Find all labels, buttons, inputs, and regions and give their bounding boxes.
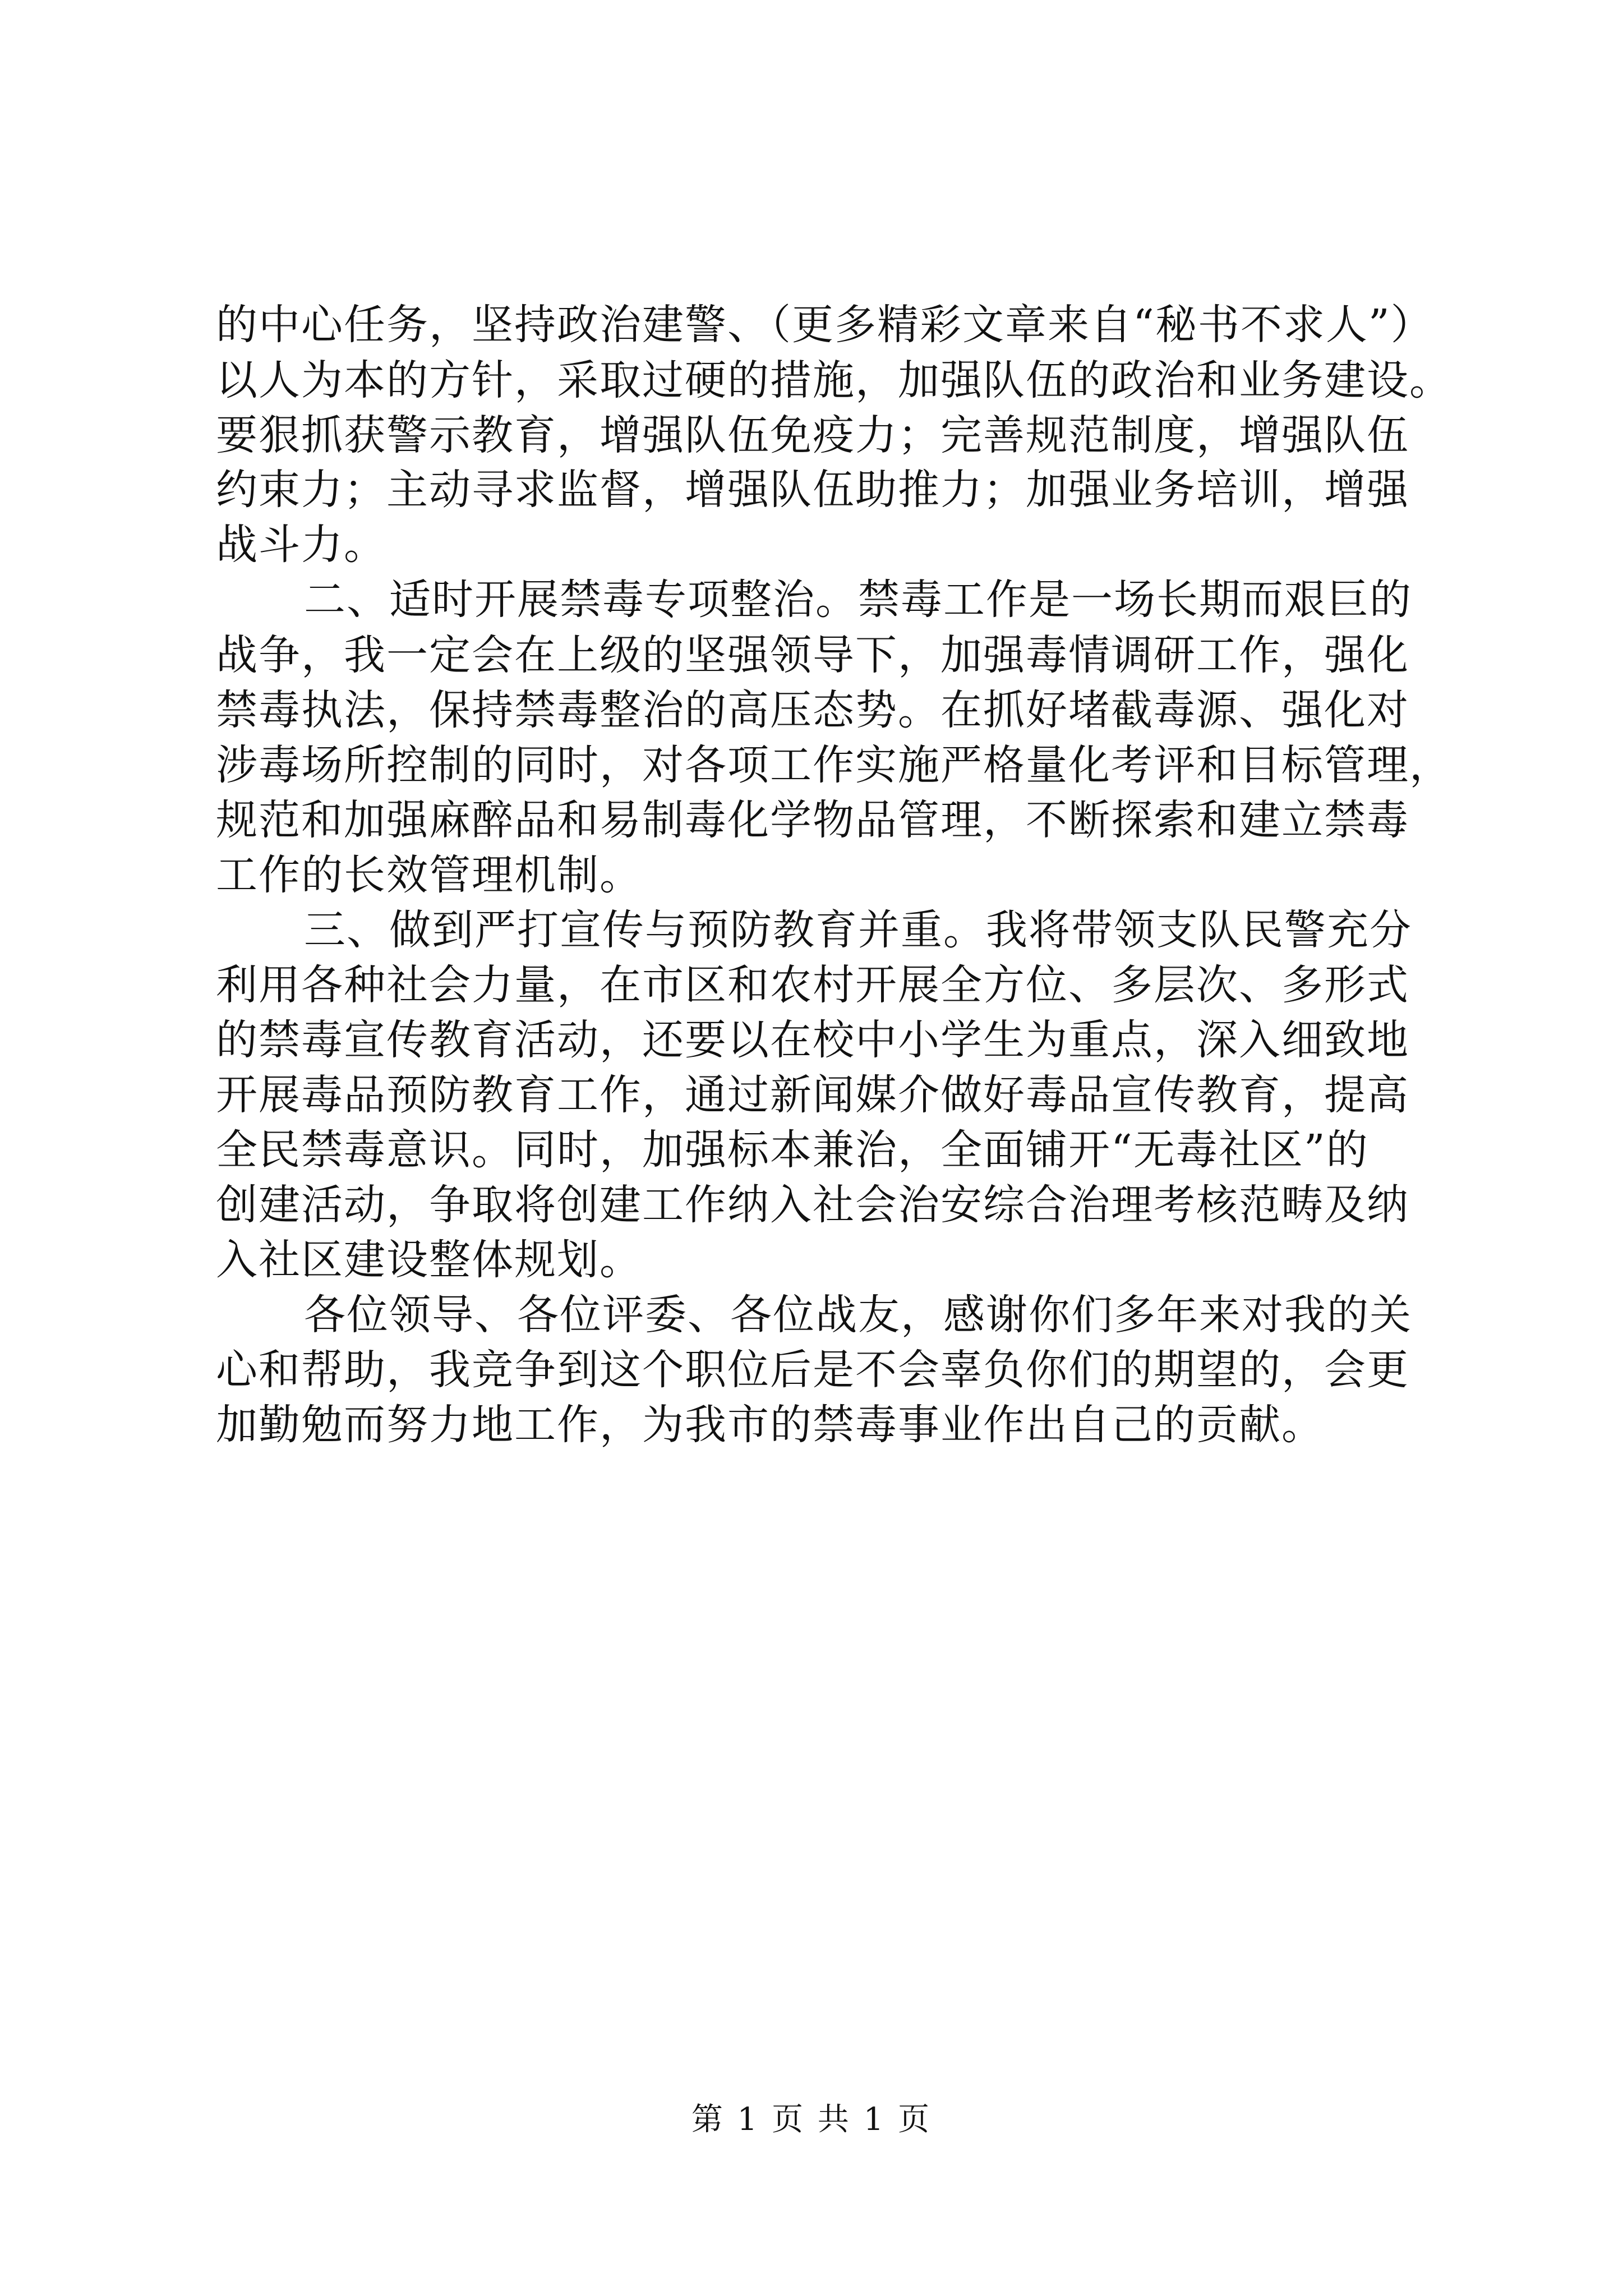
body-line: 利用各种社会力量，在市区和农村开展全方位、多层次、多形式 [216, 961, 1409, 1009]
body-line: 要狠抓获警示教育，增强队伍免疫力；完善规范制度，增强队伍 [216, 411, 1409, 459]
body-line: 战争，我一定会在上级的坚强领导下，加强毒情调研工作，强化 [216, 631, 1409, 679]
body-line: 涉毒场所控制的同时，对各项工作实施严格量化考评和目标管理， [216, 741, 1452, 789]
paragraph-start-line: 三、做到严打宣传与预防教育并重。我将带领支队民警充分 [304, 906, 1412, 954]
body-line: 开展毒品预防教育工作，通过新闻媒介做好毒品宣传教育，提高 [216, 1071, 1409, 1119]
paragraph-start-line: 各位领导、各位评委、各位战友，感谢你们多年来对我的关 [304, 1291, 1412, 1339]
body-line: 以人为本的方针，采取过硬的措施，加强队伍的政治和业务建设。 [216, 356, 1452, 404]
paragraph-start-line: 二、适时开展禁毒专项整治。禁毒工作是一场长期而艰巨的 [304, 576, 1412, 624]
body-line: 入社区建设整体规划。 [216, 1236, 642, 1284]
body-line: 战斗力。 [216, 521, 386, 569]
body-line: 的禁毒宣传教育活动，还要以在校中小学生为重点，深入细致地 [216, 1016, 1409, 1064]
body-line: 约束力；主动寻求监督，增强队伍助推力；加强业务培训，增强 [216, 466, 1409, 514]
body-line: 全民禁毒意识。同时，加强标本兼治，全面铺开“无毒社区”的 [216, 1126, 1369, 1174]
body-line: 规范和加强麻醉品和易制毒化学物品管理，不断探索和建立禁毒 [216, 796, 1409, 844]
body-line: 禁毒执法，保持禁毒整治的高压态势。在抓好堵截毒源、强化对 [216, 686, 1409, 734]
body-line: 加勤勉而努力地工作，为我市的禁毒事业作出自己的贡献。 [216, 1401, 1324, 1449]
body-line: 创建活动，争取将创建工作纳入社会治安综合治理考核范畴及纳 [216, 1181, 1409, 1229]
page-number-footer: 第 1 页 共 1 页 [691, 2101, 932, 2138]
body-line: 工作的长效管理机制。 [216, 851, 642, 899]
body-line: 心和帮助，我竞争到这个职位后是不会辜负你们的期望的，会更 [216, 1346, 1409, 1394]
body-line: 的中心任务，坚持政治建警、（更多精彩文章来自“秘书不求人”） [216, 301, 1433, 349]
